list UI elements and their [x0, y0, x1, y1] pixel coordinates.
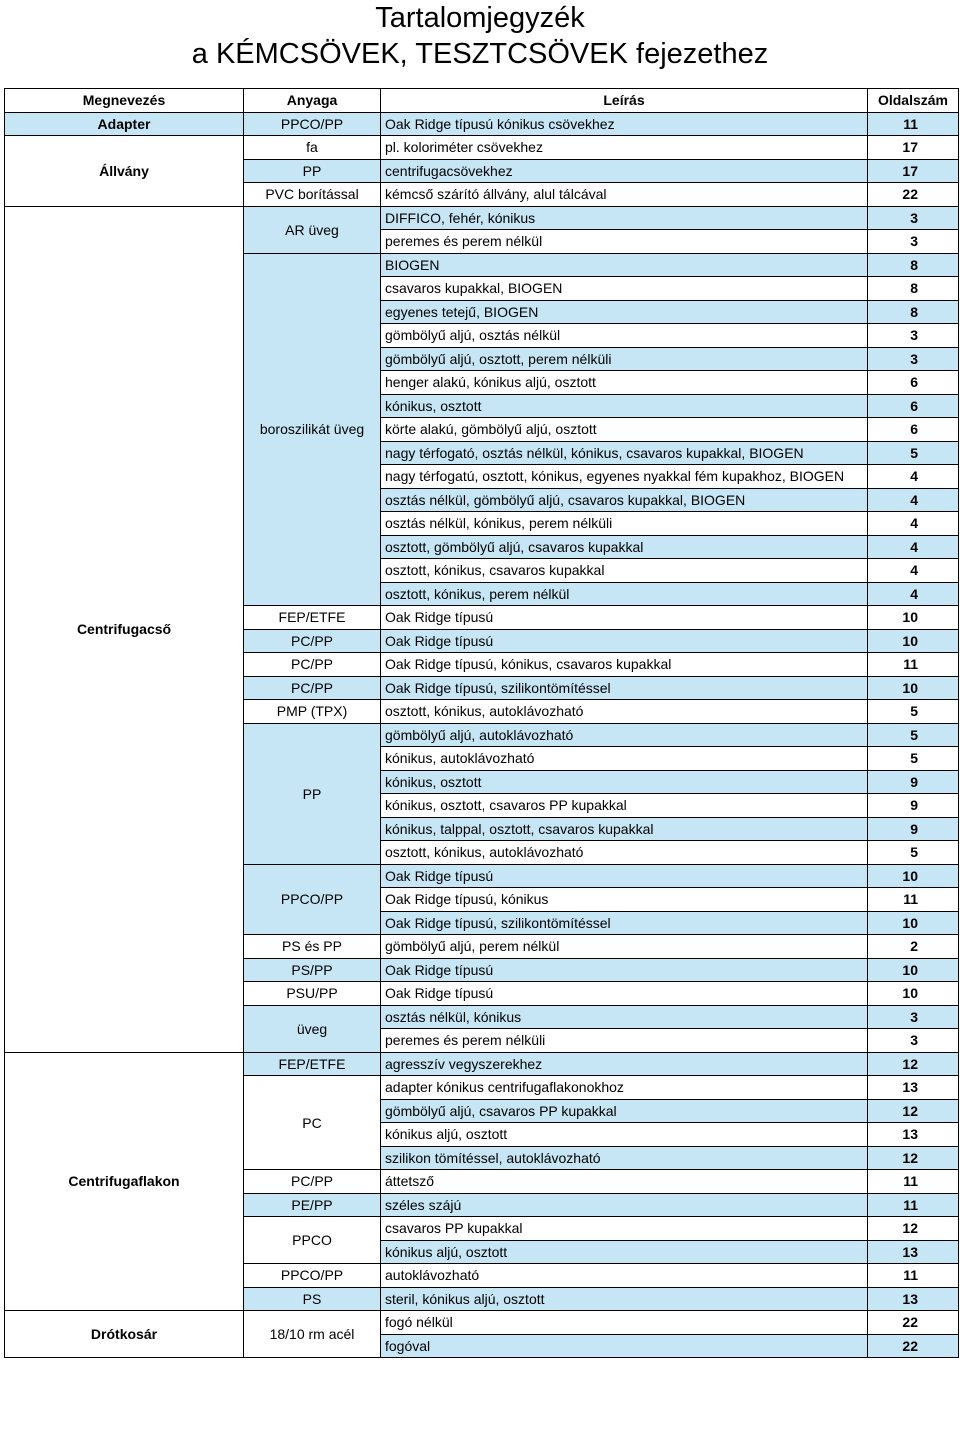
page-number-cell: 10	[868, 676, 959, 700]
material-cell: PC/PP	[244, 653, 381, 677]
page-number-cell: 12	[868, 1217, 959, 1241]
description-cell: gömbölyű aljú, csavaros PP kupakkal	[381, 1099, 868, 1123]
page-number-cell: 11	[868, 1264, 959, 1288]
description-cell: Oak Ridge típusú, kónikus	[381, 888, 868, 912]
description-cell: peremes és perem nélkül	[381, 230, 868, 254]
page-number-cell: 17	[868, 159, 959, 183]
material-cell: üveg	[244, 1005, 381, 1052]
page-number-cell: 3	[868, 1029, 959, 1053]
description-cell: osztott, kónikus, perem nélkül	[381, 582, 868, 606]
material-cell: PPCO/PP	[244, 1264, 381, 1288]
description-cell: osztott, gömbölyű aljú, csavaros kupakkal	[381, 535, 868, 559]
description-cell: egyenes tetejű, BIOGEN	[381, 300, 868, 324]
material-cell: PVC borítással	[244, 183, 381, 207]
material-cell: PC/PP	[244, 676, 381, 700]
description-cell: osztott, kónikus, csavaros kupakkal	[381, 559, 868, 583]
description-cell: Oak Ridge típusú kónikus csövekhez	[381, 112, 868, 136]
description-cell: gömbölyű aljú, autoklávozható	[381, 723, 868, 747]
material-cell: FEP/ETFE	[244, 606, 381, 630]
header-material: Anyaga	[244, 89, 381, 113]
category-cell: Drótkosár	[5, 1311, 244, 1358]
description-cell: szilikon tömítéssel, autoklávozható	[381, 1146, 868, 1170]
page-number-cell: 11	[868, 888, 959, 912]
header-name: Megnevezés	[5, 89, 244, 113]
page-number-cell: 4	[868, 512, 959, 536]
material-cell: PPCO/PP	[244, 864, 381, 935]
description-cell: kónikus, talppal, osztott, csavaros kupakkal	[381, 817, 868, 841]
description-cell: kónikus aljú, osztott	[381, 1240, 868, 1264]
page-number-cell: 4	[868, 559, 959, 583]
description-cell: széles szájú	[381, 1193, 868, 1217]
material-cell: PSU/PP	[244, 982, 381, 1006]
page-number-cell: 8	[868, 277, 959, 301]
page-number-cell: 6	[868, 394, 959, 418]
material-cell: PMP (TPX)	[244, 700, 381, 724]
description-cell: Oak Ridge típusú, szilikontömítéssel	[381, 676, 868, 700]
page-number-cell: 4	[868, 535, 959, 559]
description-cell: DIFFICO, fehér, kónikus	[381, 206, 868, 230]
page-number-cell: 8	[868, 253, 959, 277]
table-row	[5, 1052, 959, 1076]
page-number-cell: 3	[868, 230, 959, 254]
description-cell: Oak Ridge típusú	[381, 982, 868, 1006]
page-number-cell: 9	[868, 770, 959, 794]
page-number-cell: 10	[868, 606, 959, 630]
material-cell: PP	[244, 159, 381, 183]
description-cell: fogóval	[381, 1334, 868, 1358]
contents-table	[4, 88, 959, 1358]
description-cell: osztás nélkül, kónikus	[381, 1005, 868, 1029]
description-cell: kónikus, osztott, csavaros PP kupakkal	[381, 794, 868, 818]
page-number-cell: 11	[868, 112, 959, 136]
title-line-2: a KÉMCSÖVEK, TESZTCSÖVEK fejezethez	[191, 38, 769, 70]
page-number-cell: 9	[868, 817, 959, 841]
page-number-cell: 13	[868, 1240, 959, 1264]
material-cell: PC/PP	[244, 1170, 381, 1194]
page-number-cell: 17	[868, 136, 959, 160]
page-number-cell: 12	[868, 1146, 959, 1170]
description-cell: Oak Ridge típusú, szilikontömítéssel	[381, 911, 868, 935]
material-cell: boroszilikát üveg	[244, 253, 381, 606]
page-number-cell: 10	[868, 911, 959, 935]
material-cell: PS	[244, 1287, 381, 1311]
page-number-cell: 10	[868, 958, 959, 982]
description-cell: Oak Ridge típusú, kónikus, csavaros kupakkal	[381, 653, 868, 677]
description-cell: Oak Ridge típusú	[381, 606, 868, 630]
page-number-cell: 22	[868, 183, 959, 207]
description-cell: fogó nélkül	[381, 1311, 868, 1335]
description-cell: Oak Ridge típusú	[381, 958, 868, 982]
page-number-cell: 3	[868, 324, 959, 348]
material-cell: PS és PP	[244, 935, 381, 959]
description-cell: Oak Ridge típusú	[381, 629, 868, 653]
page-number-cell: 5	[868, 700, 959, 724]
category-cell: Adapter	[5, 112, 244, 136]
description-cell: áttetsző	[381, 1170, 868, 1194]
description-cell: csavaros PP kupakkal	[381, 1217, 868, 1241]
page-title	[0, 0, 960, 72]
table-row	[5, 136, 959, 160]
description-cell: osztás nélkül, kónikus, perem nélküli	[381, 512, 868, 536]
header-description: Leírás	[381, 89, 868, 113]
description-cell: gömbölyű aljú, osztás nélkül	[381, 324, 868, 348]
page-number-cell: 5	[868, 723, 959, 747]
material-cell: PC	[244, 1076, 381, 1170]
description-cell: osztás nélkül, gömbölyű aljú, csavaros kupakkal, BIOGEN	[381, 488, 868, 512]
page-number-cell: 3	[868, 347, 959, 371]
header-row	[5, 89, 959, 113]
description-cell: henger alakú, kónikus aljú, osztott	[381, 371, 868, 395]
page-number-cell: 4	[868, 582, 959, 606]
description-cell: osztott, kónikus, autoklávozható	[381, 841, 868, 865]
description-cell: BIOGEN	[381, 253, 868, 277]
description-cell: gömbölyű aljú, osztott, perem nélküli	[381, 347, 868, 371]
material-cell: fa	[244, 136, 381, 160]
material-cell: PS/PP	[244, 958, 381, 982]
material-cell: PP	[244, 723, 381, 864]
category-cell: Centrifugaflakon	[5, 1052, 244, 1311]
page-number-cell: 10	[868, 864, 959, 888]
table-row	[5, 112, 959, 136]
page-number-cell: 4	[868, 488, 959, 512]
page-number-cell: 8	[868, 300, 959, 324]
material-cell: PE/PP	[244, 1193, 381, 1217]
description-cell: Oak Ridge típusú	[381, 864, 868, 888]
material-cell: PPCO/PP	[244, 112, 381, 136]
page-number-cell: 10	[868, 982, 959, 1006]
description-cell: adapter kónikus centrifugaflakonokhoz	[381, 1076, 868, 1100]
page-number-cell: 6	[868, 418, 959, 442]
header-page: Oldalszám	[868, 89, 959, 113]
description-cell: nagy térfogatú, osztott, kónikus, egyenes nyakkal fém kupakhoz, BIOGEN	[381, 465, 868, 489]
table-row	[5, 206, 959, 230]
page-number-cell: 9	[868, 794, 959, 818]
description-cell: kónikus, osztott	[381, 770, 868, 794]
description-cell: kémcső szárító állvány, alul tálcával	[381, 183, 868, 207]
category-cell: Állvány	[5, 136, 244, 207]
description-cell: kónikus, autoklávozható	[381, 747, 868, 771]
description-cell: nagy térfogató, osztás nélkül, kónikus, csavaros kupakkal, BIOGEN	[381, 441, 868, 465]
page-number-cell: 4	[868, 465, 959, 489]
page-number-cell: 2	[868, 935, 959, 959]
material-cell: PPCO	[244, 1217, 381, 1264]
material-cell: AR üveg	[244, 206, 381, 253]
page-number-cell: 11	[868, 653, 959, 677]
description-cell: steril, kónikus aljú, osztott	[381, 1287, 868, 1311]
description-cell: körte alakú, gömbölyű aljú, osztott	[381, 418, 868, 442]
description-cell: osztott, kónikus, autoklávozható	[381, 700, 868, 724]
page-number-cell: 5	[868, 747, 959, 771]
description-cell: csavaros kupakkal, BIOGEN	[381, 277, 868, 301]
description-cell: pl. koloriméter csövekhez	[381, 136, 868, 160]
page-number-cell: 22	[868, 1334, 959, 1358]
description-cell: centrifugacsövekhez	[381, 159, 868, 183]
description-cell: autoklávozható	[381, 1264, 868, 1288]
page-number-cell: 22	[868, 1311, 959, 1335]
page-number-cell: 3	[868, 1005, 959, 1029]
description-cell: kónikus, osztott	[381, 394, 868, 418]
page-number-cell: 5	[868, 841, 959, 865]
material-cell: PC/PP	[244, 629, 381, 653]
description-cell: peremes és perem nélküli	[381, 1029, 868, 1053]
table-row	[5, 1311, 959, 1335]
page-number-cell: 13	[868, 1123, 959, 1147]
page-number-cell: 13	[868, 1287, 959, 1311]
page-number-cell: 12	[868, 1052, 959, 1076]
page-number-cell: 11	[868, 1170, 959, 1194]
page-number-cell: 3	[868, 206, 959, 230]
page-number-cell: 12	[868, 1099, 959, 1123]
category-cell: Centrifugacső	[5, 206, 244, 1052]
page-number-cell: 13	[868, 1076, 959, 1100]
page-number-cell: 10	[868, 629, 959, 653]
material-cell: FEP/ETFE	[244, 1052, 381, 1076]
description-cell: agresszív vegyszerekhez	[381, 1052, 868, 1076]
page-number-cell: 5	[868, 441, 959, 465]
description-cell: gömbölyű aljú, perem nélkül	[381, 935, 868, 959]
page-number-cell: 6	[868, 371, 959, 395]
material-cell: 18/10 rm acél	[244, 1311, 381, 1358]
description-cell: kónikus aljú, osztott	[381, 1123, 868, 1147]
title-line-1: Tartalomjegyzék	[375, 2, 585, 34]
page-number-cell: 11	[868, 1193, 959, 1217]
